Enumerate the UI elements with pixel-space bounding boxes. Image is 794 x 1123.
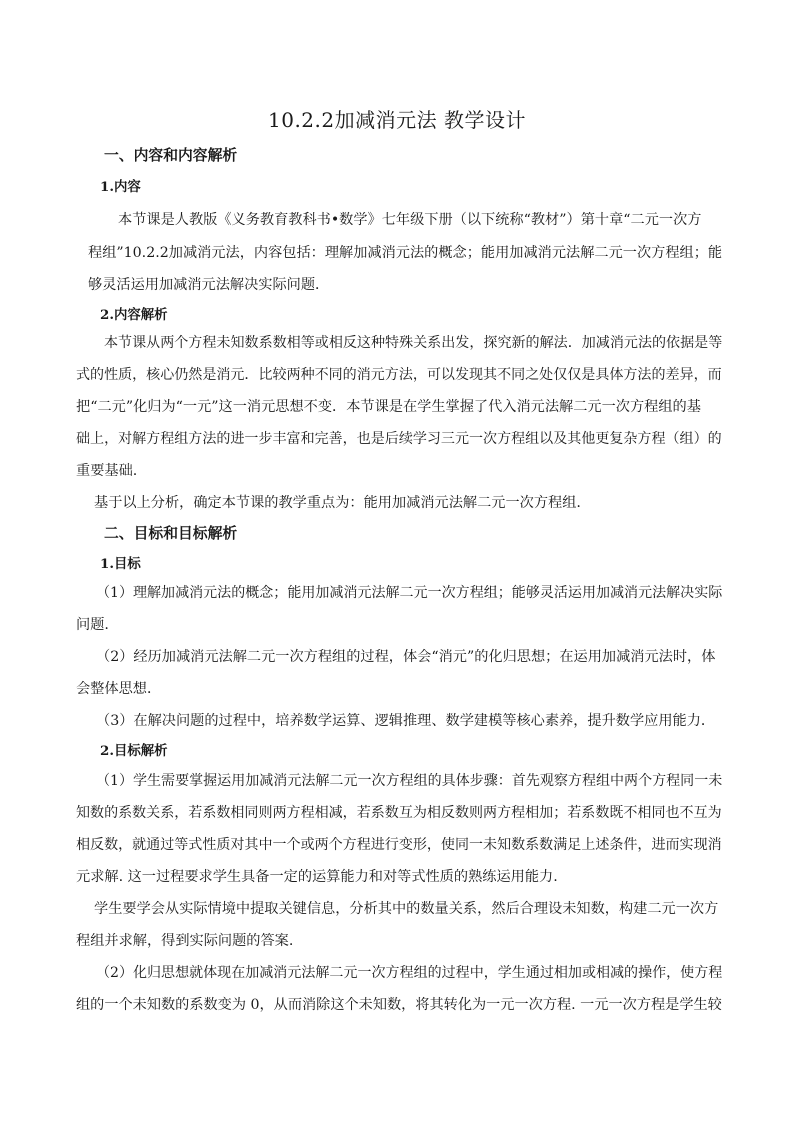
paragraph-line: 重要基础. (76, 463, 138, 479)
paragraph-line: 元求解. 这一过程要求学生具备一定的运算能力和对等式性质的熟练运用能力. (76, 869, 558, 885)
subheading-goals-analysis: 2.目标解析 (100, 743, 168, 759)
paragraph-line: 基于以上分析，确定本节课的教学重点为：能用加减消元法解二元一次方程组. (94, 495, 581, 511)
paragraph-line: 本节课是人教版《义务教育教科书•数学》七年级下册（以下统称“教材”）第十章“二元一次方 (118, 212, 702, 228)
paragraph-line: 把“二元”化归为“一元”这一消元思想不变．本节课是在学生掌握了代入消元法解二元一次方程组的基 (76, 399, 701, 415)
paragraph-line: 会整体思想． (76, 681, 162, 697)
paragraph-line: （2）化归思想就体现在加减消元法解二元一次方程组的过程中，学生通过相加或相减的操作，使方程 (96, 965, 723, 981)
paragraph-line: 问题. (76, 617, 109, 633)
subheading-content-analysis: 2.内容解析 (100, 307, 168, 323)
paragraph-line: 程组并求解，得到实际问题的答案. (76, 933, 294, 949)
paragraph-line: 相反数，就通过等式性质对其中一个或两个方程进行变形，使同一未知数系数满足上述条件，进而实现消 (76, 837, 722, 853)
section-heading-goals: 二、目标和目标解析 (104, 525, 238, 542)
paragraph-line: 够灵活运用加减消元法解决实际问题． (88, 277, 330, 293)
paragraph-line: （1）理解加减消元法的概念；能用加减消元法解二元一次方程组；能够灵活运用加减消元法解决实际 (96, 585, 723, 601)
subheading-goals: 1.目标 (100, 556, 141, 572)
paragraph-line: 程组”10.2.2加减消元法，内容包括：理解加减消元法的概念；能用加减消元法解二元一次方程组；能 (88, 245, 723, 261)
paragraph-line: 组的一个未知数的系数变为 0，从而消除这个未知数，将其转化为一元一次方程. 一元一次方程是学生较 (76, 997, 722, 1013)
page-title: 10.2.2加减消元法 教学设计 (268, 108, 526, 132)
paragraph-line: （3）在解决问题的过程中，培养数学运算、逻辑推理、数学建模等核心素养，提升数学应用能力． (96, 713, 716, 729)
paragraph-line: 式的性质，核心仍然是消元．比较两种不同的消元方法，可以发现其不同之处仅仅是具体方法的差异，而 (76, 367, 722, 383)
section-heading-content: 一、内容和内容解析 (104, 147, 238, 164)
paragraph-line: 学生要学会从实际情境中提取关键信息，分析其中的数量关系，然后合理设未知数，构建二元一次方 (94, 901, 719, 917)
paragraph-line: 础上，对解方程组方法的进一步丰富和完善，也是后续学习三元一次方程组以及其他更复杂方程（组）的 (76, 431, 722, 447)
paragraph-line: 本节课从两个方程未知数系数相等或相反这种特殊关系出发，探究新的解法．加减消元法的依据是等 (104, 335, 723, 351)
subheading-content: 1.内容 (100, 179, 141, 195)
paragraph-line: 知数的系数关系，若系数相同则两方程相减，若系数互为相反数则两方程相加；若系数既不相同也不互为 (76, 805, 722, 821)
paragraph-line: （1）学生需要掌握运用加减消元法解二元一次方程组的具体步骤：首先观察方程组中两个方程同一未 (96, 773, 723, 789)
paragraph-line: （2）经历加减消元法解二元一次方程组的过程，体会“消元”的化归思想；在运用加减消元法时，体 (96, 649, 716, 665)
